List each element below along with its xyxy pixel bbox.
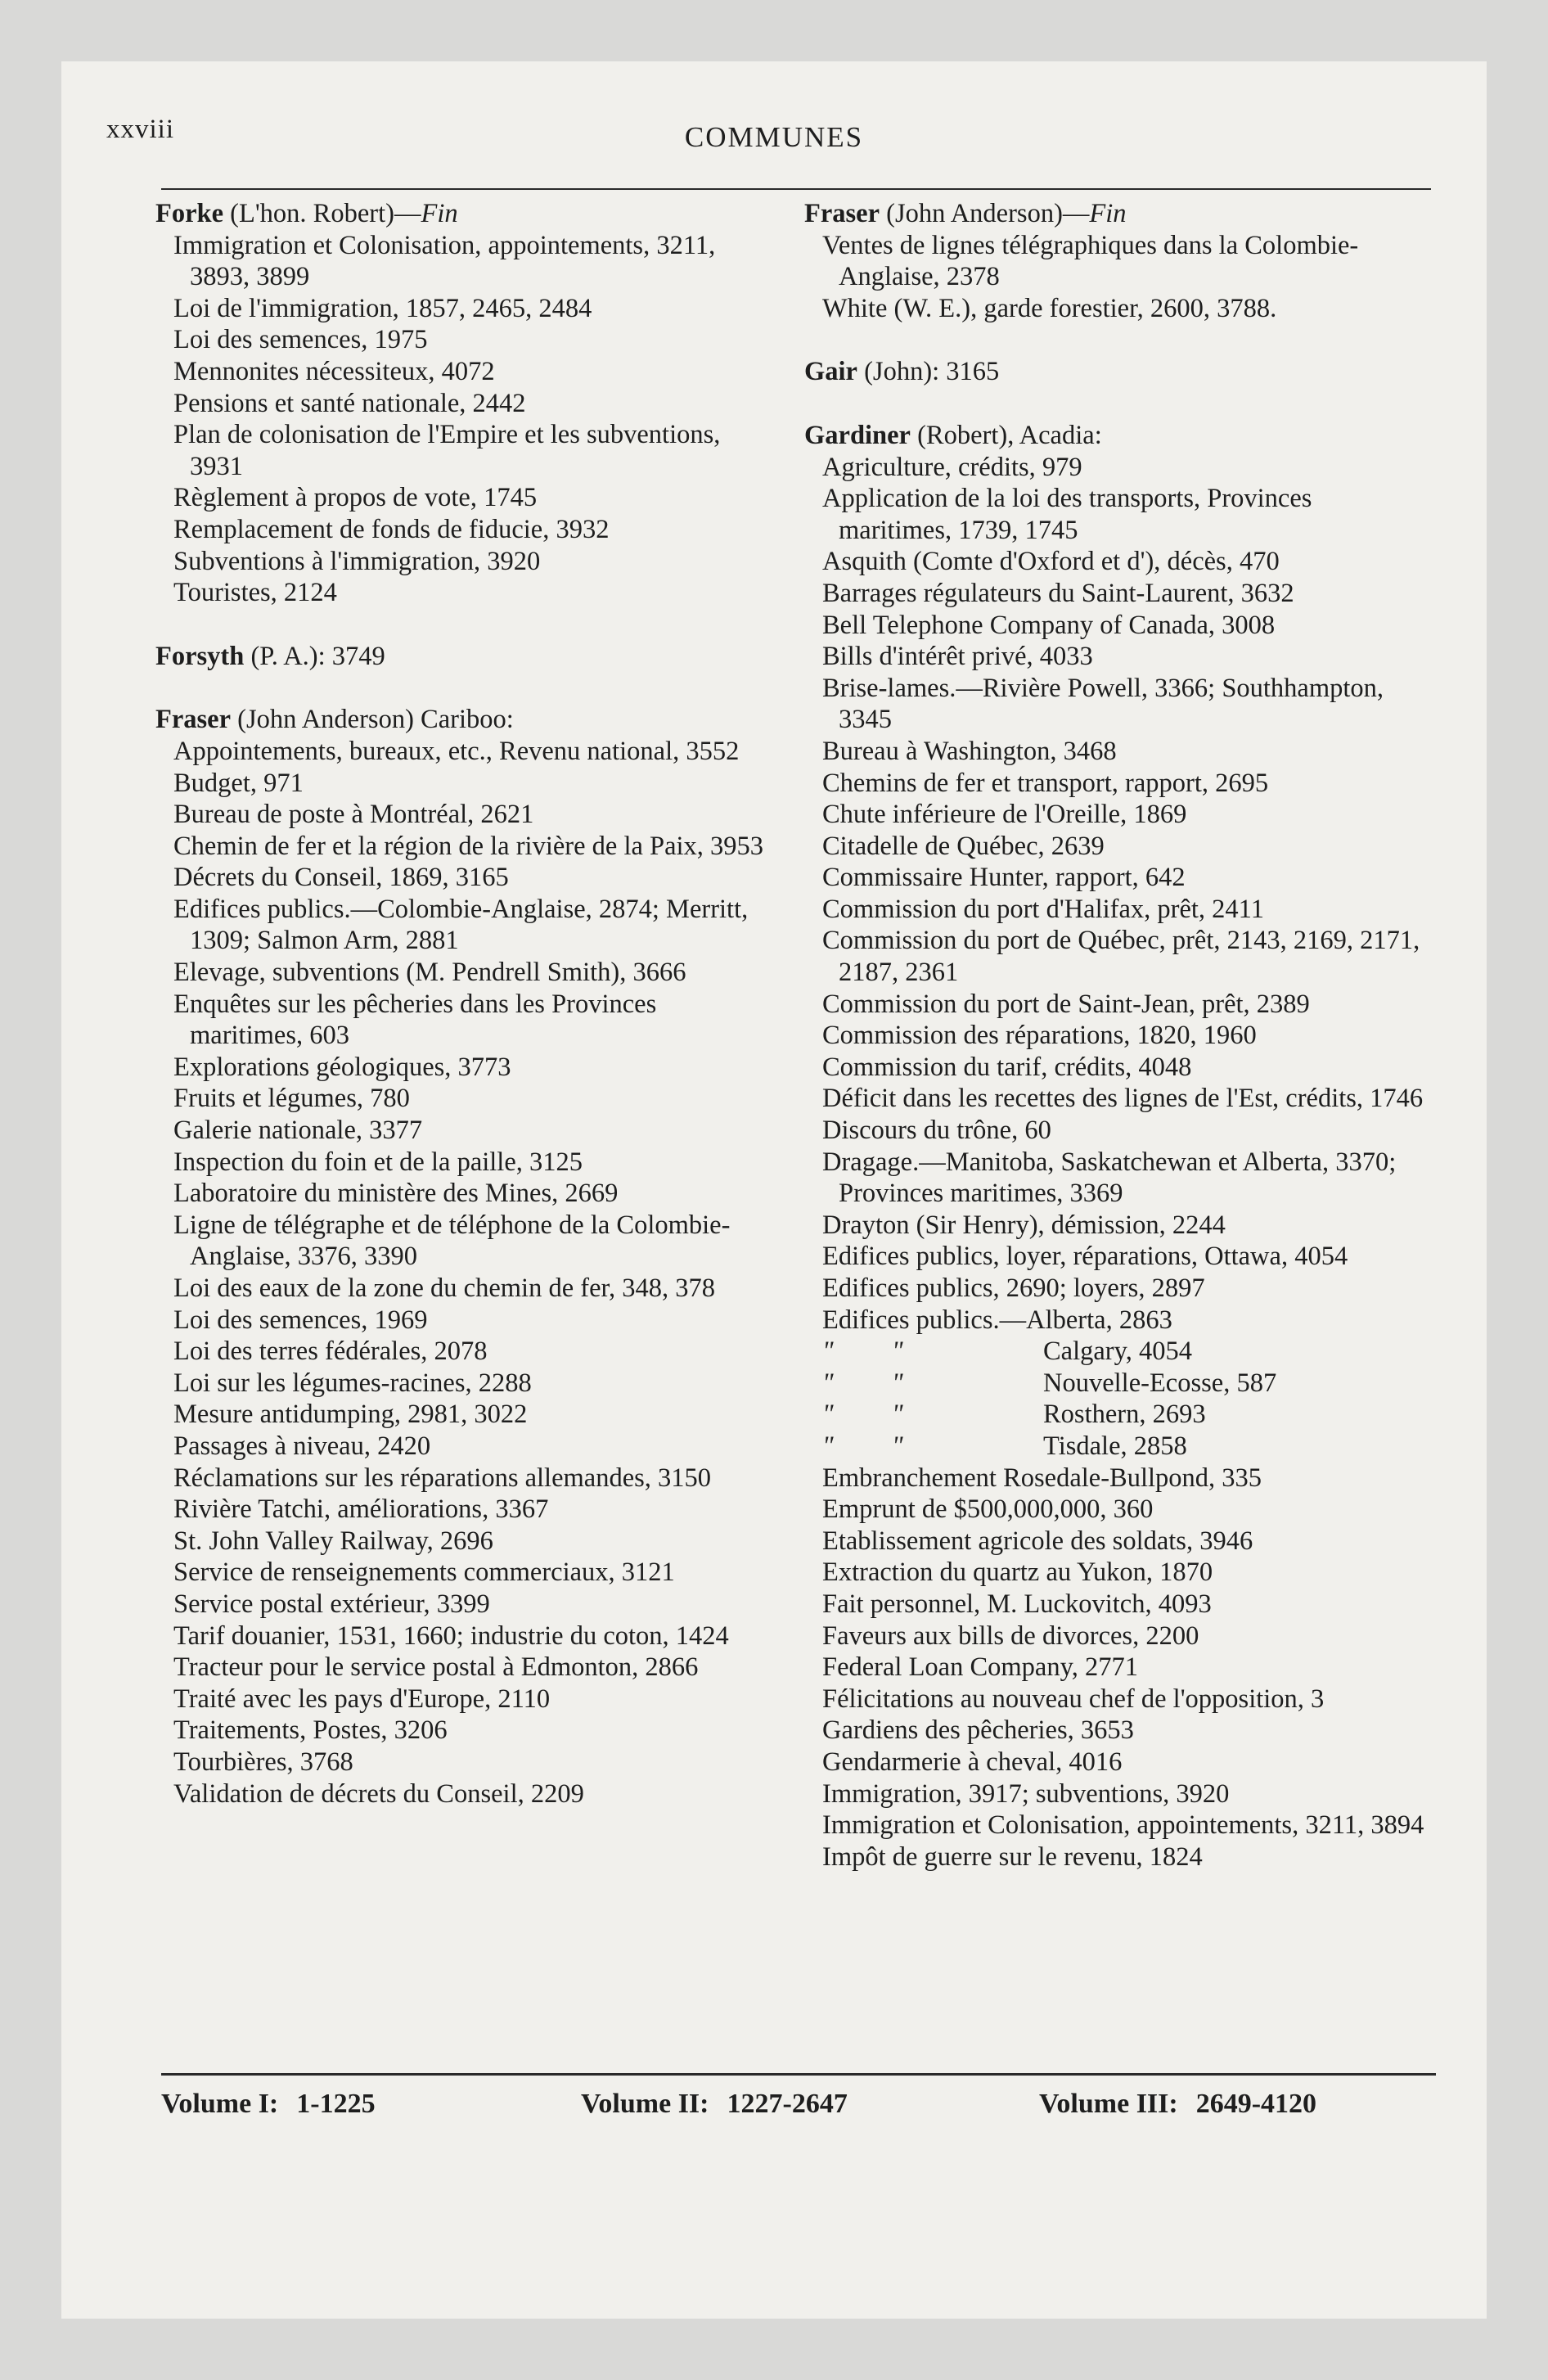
index-entry: Remplacement de fonds de fiducie, 3932	[173, 514, 610, 544]
index-entry: Plan de colonisation de l'Empire et les subventions, 3931	[173, 420, 721, 481]
index-column-right	[804, 198, 1426, 1873]
volume-3-range: 2649-4120	[1195, 2089, 1317, 2119]
index-entry: Réclamations sur les réparations allemandes, 3150	[173, 1463, 712, 1493]
index-entry: Bills d'intérêt privé, 4033	[822, 642, 1093, 672]
ditto-mark: "	[822, 1431, 834, 1461]
ditto-mark: "	[892, 1336, 903, 1367]
index-entry: Commission du tarif, crédits, 4048	[822, 1052, 1192, 1082]
index-entry: Passages à niveau, 2420	[173, 1431, 431, 1461]
index-entry: Enquêtes sur les pêcheries dans les Provinces maritimes, 603	[173, 989, 657, 1051]
index-entry: Dragage.—Manitoba, Saskatchewan et Alberta, 3370; Provinces maritimes, 3369	[822, 1147, 1397, 1209]
index-entry: Bell Telephone Company of Canada, 3008	[822, 610, 1276, 640]
index-entry: Laboratoire du ministère des Mines, 2669	[173, 1179, 619, 1209]
entry-spacer	[804, 388, 1426, 420]
index-entry: Asquith (Comte d'Oxford et d'), décès, 470	[822, 547, 1280, 577]
index-entry: Ligne de télégraphe et de téléphone de la Colombie-Anglaise, 3376, 3390	[173, 1210, 731, 1272]
index-entry: Loi des semences, 1969	[173, 1305, 428, 1335]
header-rule	[161, 188, 1431, 190]
member-name: Forsyth	[155, 641, 245, 671]
index-entry: Commission du port de Saint-Jean, prêt, 2389	[822, 989, 1310, 1019]
index-entry: Gardiens des pêcheries, 3653	[822, 1715, 1134, 1746]
member-details: (P. A.): 3749	[244, 641, 385, 671]
index-entry: Règlement à propos de vote, 1745	[173, 483, 538, 513]
member-heading	[804, 420, 1426, 452]
index-entry: Etablissement agricole des soldats, 3946	[822, 1526, 1253, 1556]
index-entry: Loi de l'immigration, 1857, 2465, 2484	[173, 293, 592, 323]
member-name: Gardiner	[804, 420, 911, 450]
index-entry: Chemin de fer et la région de la rivière de la Paix, 3953	[173, 831, 764, 861]
entry-spacer	[155, 609, 774, 641]
index-entry: Gendarmerie à cheval, 4016	[822, 1747, 1123, 1777]
index-entry-ditto	[804, 1336, 1426, 1368]
member-heading	[155, 704, 774, 736]
index-entry-text: Tisdale, 2858	[1043, 1431, 1187, 1461]
index-entry: Loi des eaux de la zone du chemin de fer, 348, 378	[173, 1273, 716, 1303]
index-entry: Federal Loan Company, 2771	[822, 1652, 1139, 1683]
footer-volume-3	[1039, 2089, 1316, 2120]
index-entry: Edifices publics.—Alberta, 2863	[822, 1305, 1172, 1335]
index-entry: Fait personnel, M. Luckovitch, 4093	[822, 1589, 1212, 1619]
index-entry: Application de la loi des transports, Provinces maritimes, 1739, 1745	[822, 484, 1312, 545]
index-entry: Appointements, bureaux, etc., Revenu national, 3552	[173, 736, 740, 766]
index-entry: Extraction du quartz au Yukon, 1870	[822, 1557, 1213, 1588]
index-entry: Service de renseignements commerciaux, 3121	[173, 1557, 675, 1588]
index-entry: Commission des réparations, 1820, 1960	[822, 1021, 1257, 1051]
member-heading	[155, 198, 774, 230]
member-details: (John): 3165	[857, 357, 1000, 387]
running-head: COMMUNES	[684, 121, 864, 153]
index-entry: Félicitations au nouveau chef de l'opposition, 3	[822, 1684, 1325, 1714]
member-details: (Robert), Acadia:	[910, 420, 1102, 450]
index-entry: Budget, 971	[173, 768, 304, 798]
index-entry: Mennonites nécessiteux, 4072	[173, 356, 495, 386]
member-name: Forke	[155, 199, 224, 228]
footer-volume-1	[161, 2089, 376, 2120]
member-name: Gair	[804, 357, 857, 387]
ditto-mark: "	[892, 1400, 903, 1430]
index-entry: Embranchement Rosedale-Bullpond, 335	[822, 1463, 1262, 1493]
index-column-left	[155, 198, 774, 1810]
ditto-mark: "	[892, 1368, 903, 1398]
index-entry: Tracteur pour le service postal à Edmonton, 2866	[173, 1652, 699, 1683]
volume-2-range: 1227-2647	[727, 2089, 848, 2119]
index-entry: Immigration, 3917; subventions, 3920	[822, 1778, 1230, 1809]
index-entry: Impôt de guerre sur le revenu, 1824	[822, 1841, 1203, 1872]
footer-rule	[161, 2073, 1436, 2076]
member-details: (John Anderson)—	[880, 199, 1090, 228]
index-entry: White (W. E.), garde forestier, 2600, 3788.	[822, 293, 1277, 323]
index-entry: Chute inférieure de l'Oreille, 1869	[822, 800, 1187, 830]
index-entry: Traitements, Postes, 3206	[173, 1715, 448, 1746]
volume-1-label: Volume I:	[161, 2089, 279, 2119]
index-entry: Loi des terres fédérales, 2078	[173, 1336, 488, 1367]
member-heading	[155, 641, 774, 673]
index-entry-text: Rosthern, 2693	[1043, 1400, 1206, 1430]
index-entry: Emprunt de $500,000,000, 360	[822, 1494, 1154, 1525]
ditto-mark: "	[822, 1336, 834, 1367]
index-entry: Rivière Tatchi, améliorations, 3367	[173, 1494, 549, 1525]
continuation-mark: Fin	[1089, 199, 1127, 228]
member-details: (L'hon. Robert)—	[223, 199, 421, 228]
index-entry: Immigration et Colonisation, appointements, 3211, 3894	[822, 1810, 1424, 1841]
index-entry: Ventes de lignes télégraphiques dans la Colombie-Anglaise, 2378	[822, 230, 1359, 292]
index-entry: Décrets du Conseil, 1869, 3165	[173, 863, 509, 893]
index-entry: Traité avec les pays d'Europe, 2110	[173, 1684, 551, 1714]
index-entry: Citadelle de Québec, 2639	[822, 831, 1105, 861]
member-name: Fraser	[155, 705, 232, 735]
index-entry: Galerie nationale, 3377	[173, 1116, 423, 1146]
volume-1-range: 1-1225	[296, 2089, 376, 2119]
index-entry-text: Calgary, 4054	[1043, 1336, 1193, 1367]
index-entry: Subventions à l'immigration, 3920	[173, 546, 541, 576]
member-name: Fraser	[804, 199, 880, 228]
index-entry: Loi des semences, 1975	[173, 325, 428, 355]
index-entry: Commissaire Hunter, rapport, 642	[822, 863, 1186, 893]
index-entry: Validation de décrets du Conseil, 2209	[173, 1778, 584, 1809]
index-entry: Inspection du foin et de la paille, 3125	[173, 1147, 583, 1177]
index-entry: St. John Valley Railway, 2696	[173, 1526, 493, 1556]
index-entry: Immigration et Colonisation, appointements, 3211, 3893, 3899	[173, 230, 716, 292]
ditto-mark: "	[822, 1400, 834, 1430]
member-heading	[804, 356, 1426, 388]
index-entry: Agriculture, crédits, 979	[822, 452, 1082, 482]
member-heading	[804, 198, 1426, 230]
continuation-mark: Fin	[421, 199, 458, 228]
volume-3-label: Volume III:	[1039, 2089, 1178, 2119]
index-entry-text: Nouvelle-Ecosse, 587	[1043, 1368, 1277, 1398]
index-entry: Service postal extérieur, 3399	[173, 1589, 490, 1619]
index-entry: Tourbières, 3768	[173, 1747, 353, 1777]
index-entry-ditto	[804, 1368, 1426, 1400]
footer-volume-2	[581, 2089, 848, 2120]
member-details: (John Anderson) Cariboo:	[231, 705, 514, 735]
index-entry: Tarif douanier, 1531, 1660; industrie du coton, 1424	[173, 1620, 729, 1651]
index-entry: Mesure antidumping, 2981, 3022	[173, 1400, 528, 1430]
ditto-mark: "	[892, 1431, 903, 1461]
index-entry: Elevage, subventions (M. Pendrell Smith), 3666	[173, 958, 686, 988]
index-entry: Commission du port d'Halifax, prêt, 2411	[822, 894, 1264, 924]
index-entry: Déficit dans les recettes des lignes de l'Est, crédits, 1746	[822, 1084, 1424, 1114]
index-entry: Bureau de poste à Montréal, 2621	[173, 800, 534, 830]
entry-spacer	[804, 324, 1426, 356]
index-entry: Edifices publics.—Colombie-Anglaise, 2874; Merritt, 1309; Salmon Arm, 2881	[173, 894, 749, 956]
index-entry: Pensions et santé nationale, 2442	[173, 388, 526, 418]
index-entry-ditto	[804, 1399, 1426, 1431]
index-entry: Faveurs aux bills de divorces, 2200	[822, 1620, 1199, 1651]
index-entry: Discours du trône, 60	[822, 1116, 1051, 1146]
index-entry: Fruits et légumes, 780	[173, 1084, 410, 1114]
index-entry: Touristes, 2124	[173, 578, 337, 608]
index-entry: Edifices publics, loyer, réparations, Ottawa, 4054	[822, 1242, 1348, 1272]
index-entry: Chemins de fer et transport, rapport, 2695	[822, 768, 1269, 798]
index-entry: Edifices publics, 2690; loyers, 2897	[822, 1273, 1205, 1303]
index-entry: Bureau à Washington, 3468	[822, 736, 1117, 766]
page-number: xxviii	[106, 115, 175, 144]
volume-2-label: Volume II:	[581, 2089, 709, 2119]
index-entry: Brise-lames.—Rivière Powell, 3366; Southhampton, 3345	[822, 673, 1384, 735]
entry-spacer	[155, 672, 774, 704]
index-entry: Commission du port de Québec, prêt, 2143, 2169, 2171, 2187, 2361	[822, 926, 1420, 988]
index-entry-ditto	[804, 1431, 1426, 1463]
ditto-mark: "	[822, 1368, 834, 1398]
index-entry: Explorations géologiques, 3773	[173, 1052, 511, 1082]
index-entry: Drayton (Sir Henry), démission, 2244	[822, 1210, 1226, 1240]
index-entry: Barrages régulateurs du Saint-Laurent, 3632	[822, 578, 1294, 608]
index-entry: Loi sur les légumes-racines, 2288	[173, 1368, 532, 1398]
